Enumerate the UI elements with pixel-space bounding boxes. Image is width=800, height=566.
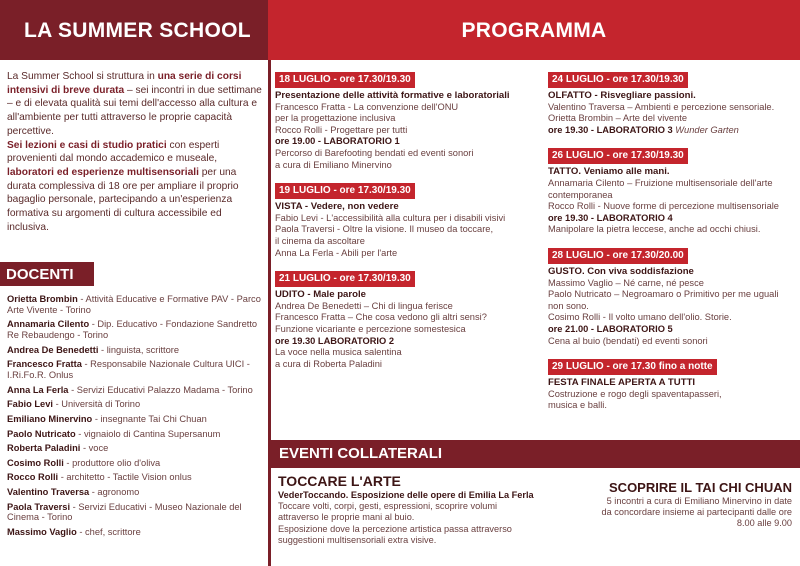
laboratorio-line (275, 336, 543, 348)
intro-text-part: per una durata complessiva di 18 ore per ampliare il proprio bagaglio personale, partecipando a un'esperienza formativa su argomenti di cultura accessibile ed inclusiva. (7, 166, 239, 233)
docente-item (7, 319, 265, 341)
docente-role: - Dip. Educativo - Fondazione Sandretto Re Rebaudengo - Torino (7, 319, 258, 341)
event-subtitle: VederToccando. Esposizione delle opere di Emilia La Ferla (278, 490, 534, 500)
date-badge: 21 LUGLIO - ore 17.30/19.30 (275, 271, 415, 287)
session-line: Cena al buio (bendati) ed eventi sonori (548, 335, 708, 346)
session-line: Orietta Brombin – Arte del vivente (548, 113, 688, 124)
event-title: TOCCARE L'ARTE (278, 473, 401, 489)
programma-session (275, 271, 543, 370)
session-line: contemporanea (548, 189, 613, 200)
docente-item (7, 359, 265, 381)
docente-role: - agronomo (89, 486, 140, 497)
programma-session (548, 148, 792, 236)
session-line: Andrea De Benedetti – Chi di lingua ferisce (275, 300, 453, 311)
intro-highlight: Sei lezioni e casi di studio pratici (7, 139, 167, 151)
docente-role: - Università di Torino (52, 399, 141, 410)
docente-item (7, 294, 265, 316)
docente-role: - Servizi Educativi Palazzo Madama - Torino (68, 384, 253, 395)
event-line: da concordare insieme ai partecipanti dalle ore (601, 507, 792, 518)
date-badge: 24 LUGLIO - ore 17.30/19.30 (548, 72, 688, 88)
laboratorio-line (548, 125, 792, 137)
docente-role: - voce (80, 443, 109, 454)
docente-name: Paolo Nutricato (7, 428, 76, 439)
date-badge: 18 LUGLIO - ore 17.30/19.30 (275, 72, 415, 88)
programma-session (548, 359, 792, 412)
session-line: Francesco Fratta - La convenzione dell'ONU (275, 101, 459, 112)
session-line: Valentino Traversa – Ambienti e percezione sensoriale. (548, 101, 775, 112)
intro-text-part: – sei incontri in due settimane – e di elevata qualità sui temi dell'accesso alla cultura e all'ambiente per tutti attraverso le proprie capacità percettive. (7, 84, 262, 137)
intro-text (7, 70, 263, 234)
docente-role: - Attività Educative e Formative PAV - Parco Arte Vivente - Torino (7, 294, 261, 315)
docenti-header: DOCENTI (0, 262, 94, 286)
laboratorio-label: ore 21.00 - LABORATORIO 5 (548, 323, 673, 334)
docente-item (7, 345, 265, 356)
docente-role: - vignaiolo di Cantina Supersanum (75, 428, 221, 439)
session-line: Rocco Rolli - Progettare per tutti (275, 124, 408, 135)
programma-session (548, 248, 792, 347)
docente-item (7, 385, 265, 396)
session-title: VISTA - Vedere, non vedere (275, 201, 399, 213)
event-title: SCOPRIRE IL TAI CHI CHUAN (609, 480, 792, 495)
event-line: 5 incontri a cura di Emiliano Minervino in date (606, 496, 792, 506)
session-line: Costruzione e rogo degli spaventapasseri, (548, 388, 722, 399)
docente-name: Annamaria Cilento (7, 319, 90, 330)
docenti-list (7, 294, 265, 542)
docente-role: - produttore olio d'oliva (63, 457, 161, 468)
event-line: 8.00 alle 9.00 (736, 518, 792, 529)
eventi-collaterali-header: EVENTI COLLATERALI (271, 440, 800, 468)
event-tai-chi (560, 480, 792, 530)
docente-role: - linguista, scrittore (98, 344, 180, 355)
docente-name: Emiliano Minervino (7, 413, 93, 424)
laboratorio-label: ore 19.30 - LABORATORIO 3 (548, 124, 673, 135)
docente-name: Roberta Paladini (7, 443, 81, 454)
session-line: Anna La Ferla - Abili per l'arte (275, 247, 398, 258)
date-badge: 19 LUGLIO - ore 17.30/19.30 (275, 183, 415, 199)
session-line: Manipolare la pietra leccese, anche ad occhi chiusi. (548, 224, 761, 235)
laboratorio-line (548, 324, 792, 336)
laboratorio-extra: Wunder Garten (675, 124, 739, 135)
session-line: Percorso di Barefooting bendati ed eventi sonori (275, 147, 474, 158)
programma-session (548, 72, 792, 136)
laboratorio-line (548, 213, 792, 225)
session-line: non sono. (548, 300, 589, 311)
docente-item (7, 458, 265, 469)
session-title: TATTO. Veniamo alle mani. (548, 166, 670, 178)
session-line: Cosimo Rolli - Il volto umano dell'olio. Storie. (548, 312, 732, 323)
laboratorio-label: ore 19.00 - LABORATORIO 1 (275, 136, 400, 147)
programma-column-middle (275, 72, 543, 382)
session-title: GUSTO. Con viva soddisfazione (548, 265, 694, 277)
docente-name: Cosimo Rolli (7, 457, 64, 468)
laboratorio-label: ore 19.30 LABORATORIO 2 (275, 335, 394, 346)
session-line: Annamaria Cilento – Fruizione multisensoriale dell'arte (548, 177, 773, 188)
docente-name: Paola Traversi (7, 501, 71, 512)
docente-item (7, 472, 265, 483)
docente-item (7, 443, 265, 454)
date-badge: 29 LUGLIO - ore 17.30 fino a notte (548, 359, 717, 375)
intro-text-part: La Summer School si struttura in (7, 71, 158, 82)
event-toccare-arte (278, 473, 548, 546)
docente-name: Valentino Traversa (7, 486, 90, 497)
event-line: Toccare volti, corpi, gesti, espressioni, scoprire volumi (278, 501, 498, 512)
docente-name: Andrea De Benedetti (7, 344, 99, 355)
session-line: a cura di Emiliano Minervino (275, 159, 392, 170)
docente-role: - Servizi Educativi - Museo Nazionale del Cinema - Torino (7, 501, 242, 523)
docente-item (7, 429, 265, 440)
docente-item (7, 399, 265, 410)
docente-name: Francesco Fratta (7, 359, 82, 370)
session-line: a cura di Roberta Paladini (275, 358, 382, 369)
column-divider (268, 60, 271, 566)
session-line: La voce nella musica salentina (275, 347, 402, 358)
intro-highlight: una serie di corsi intensivi di breve durata (7, 71, 242, 96)
programma-session (275, 72, 543, 171)
session-title: FESTA FINALE APERTA A TUTTI (548, 377, 696, 389)
docente-item (7, 502, 265, 524)
docente-name: Anna La Ferla (7, 384, 69, 395)
session-line: Rocco Rolli - Nuove forme di percezione multisensoriale (548, 201, 779, 212)
docente-name: Fabio Levi (7, 399, 53, 410)
programma-header: PROGRAMMA (268, 0, 800, 60)
session-title: UDITO - Male parole (275, 289, 366, 301)
session-line: Paola Traversi - Oltre la visione. Il museo da toccare, (275, 224, 494, 235)
docente-name: Rocco Rolli (7, 472, 59, 483)
docente-role: - architetto - Tactile Vision onlus (58, 472, 192, 483)
session-line: il cinema da ascoltare (275, 235, 365, 246)
intro-highlight: laboratori ed esperienze multisensoriali (7, 166, 199, 178)
session-title: Presentazione delle attività formative e laboratoriali (275, 90, 510, 101)
summer-school-header: LA SUMMER SCHOOL (0, 0, 268, 60)
laboratorio-label: ore 19.30 - LABORATORIO 4 (548, 212, 673, 223)
session-line: Massimo Vaglio – Né carne, né pesce (548, 277, 704, 288)
session-line: Funzione vicariante e percezione somestesica (275, 323, 466, 334)
event-line: attraverso le proprie mani al buio. (278, 512, 415, 523)
event-line: Esposizione dove la percezione artistica passa attraverso (278, 523, 512, 534)
docente-role: - Responsabile Nazionale Cultura UICI - I.Ri.Fo.R. Onlus (7, 359, 250, 381)
docente-item (7, 487, 265, 498)
laboratorio-line (275, 136, 543, 148)
docente-name: Orietta Brombin (7, 294, 78, 304)
date-badge: 28 LUGLIO - ore 17.30/20.00 (548, 248, 688, 264)
session-line: per la progettazione inclusiva (275, 113, 396, 124)
docente-item (7, 527, 265, 538)
intro-text-part: con esperti provenienti dal mondo accademico e museale, (7, 139, 220, 165)
session-line: Francesco Fratta – Che cosa vedono gli altri sensi? (275, 312, 487, 323)
docente-role: - chef, scrittore (76, 526, 141, 537)
session-line: Fabio Levi - L'accessibilità alla cultura per i disabili visivi (275, 212, 506, 223)
docente-name: Massimo Vaglio (7, 526, 77, 537)
programma-session (275, 183, 543, 259)
session-title: OLFATTO - Risvegliare passioni. (548, 90, 696, 101)
docente-item (7, 414, 265, 425)
session-line: Paolo Nutricato – Negroamaro o Primitivo per me uguali (548, 289, 779, 300)
programma-column-right (548, 72, 792, 424)
date-badge: 26 LUGLIO - ore 17.30/19.30 (548, 148, 688, 164)
docente-role: - insegnante Tai Chi Chuan (92, 413, 207, 424)
event-line: suggestioni multisensoriali extra visive. (278, 534, 437, 545)
session-line: musica e balli. (548, 400, 607, 411)
